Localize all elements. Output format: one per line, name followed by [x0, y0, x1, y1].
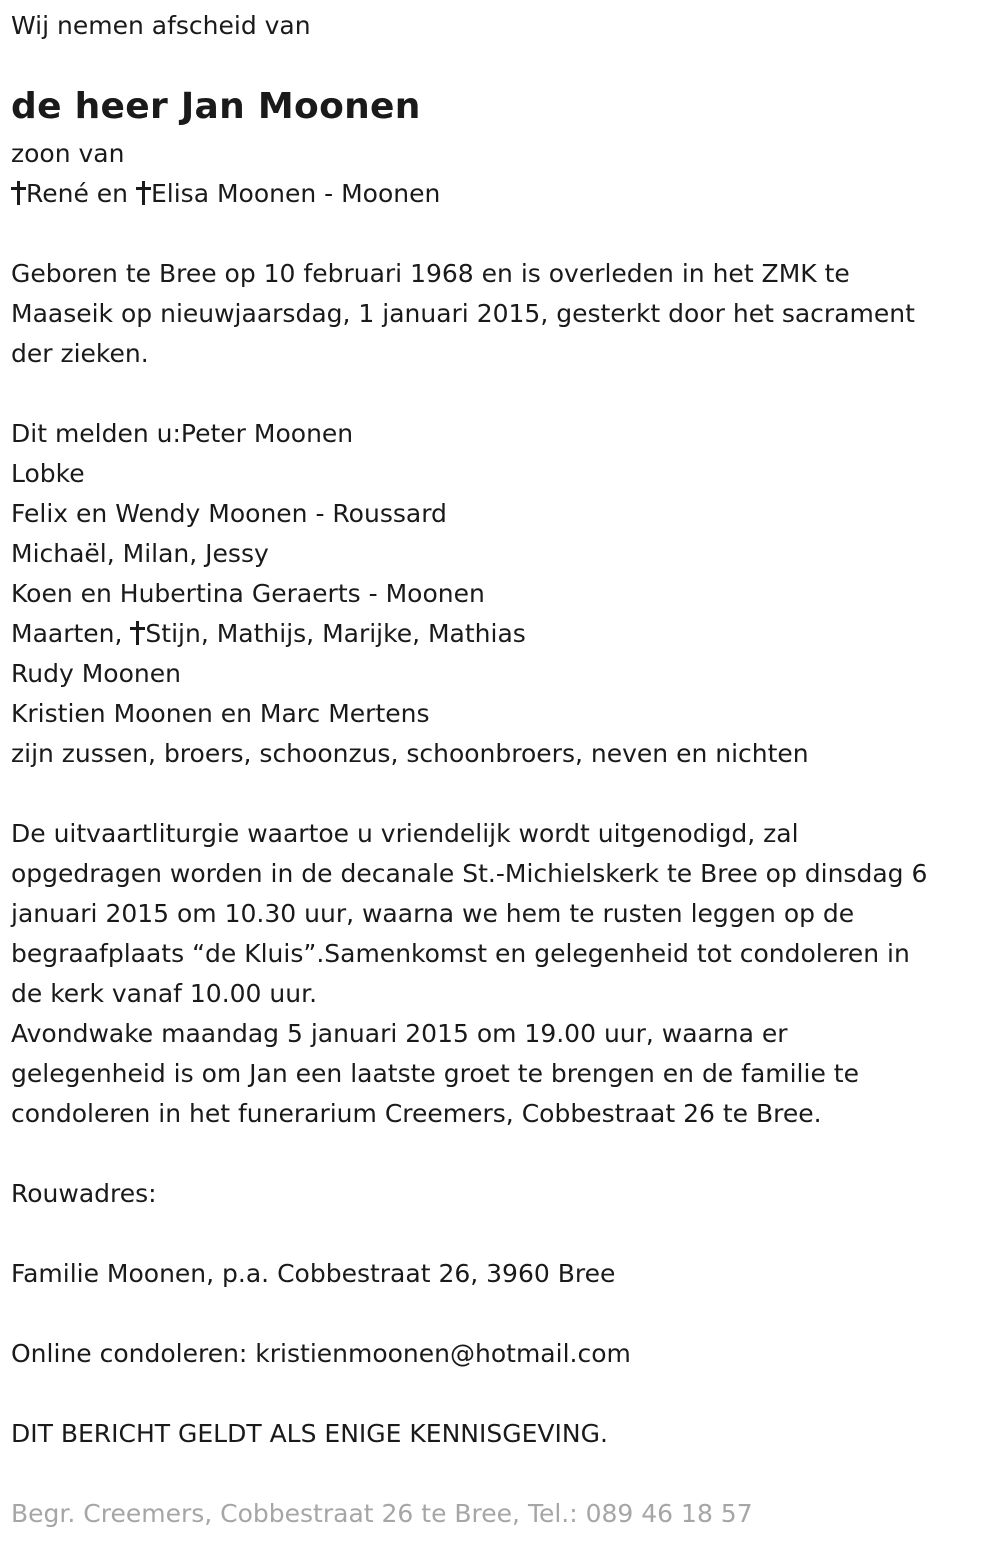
parent-1: René — [26, 179, 89, 208]
online-condolences: Online condoleren: kristienmoonen@hotmail.com — [11, 1339, 631, 1368]
paragraph-line: gelegenheid is om Jan een laatste groet te brengen en de familie te — [11, 1059, 859, 1088]
cross-icon — [130, 621, 144, 645]
parents-line — [11, 174, 440, 214]
ceremony-paragraph — [11, 814, 927, 1134]
family-line: Koen en Hubertina Geraerts - Moonen — [11, 579, 485, 608]
paragraph-line: de kerk vanaf 10.00 uur. — [11, 979, 318, 1008]
parent-2: Elisa Moonen - Moonen — [150, 179, 441, 208]
funeral-home-footer: Begr. Creemers, Cobbestraat 26 te Bree, Tel.: 089 46 18 57 — [11, 1499, 753, 1528]
rouwadres-label: Rouwadres: — [11, 1179, 157, 1208]
family-line: Lobke — [11, 459, 85, 488]
rouwadres-address: Familie Moonen, p.a. Cobbestraat 26, 3960 Bree — [11, 1259, 616, 1288]
paragraph-line: der zieken. — [11, 339, 149, 368]
paragraph-line: Maaseik op nieuwjaarsdag, 1 januari 2015, gesterkt door het sacrament — [11, 299, 915, 328]
paragraph-line: De uitvaartliturgie waartoe u vriendelijk wordt uitgenodigd, zal — [11, 819, 799, 848]
family-line: zijn zussen, broers, schoonzus, schoonbroers, neven en nichten — [11, 739, 809, 768]
family-line: Kristien Moonen en Marc Mertens — [11, 699, 430, 728]
family-line: Michaël, Milan, Jessy — [11, 539, 269, 568]
paragraph-line: condoleren in het funerarium Creemers, Cobbestraat 26 te Bree. — [11, 1099, 822, 1128]
paragraph-line: Avondwake maandag 5 januari 2015 om 19.00 uur, waarna er — [11, 1019, 788, 1048]
paragraph-line: Geboren te Bree op 10 februari 1968 en is overleden in het ZMK te — [11, 259, 850, 288]
grandchildren-rest: Stijn, Mathijs, Marijke, Mathias — [145, 619, 526, 648]
paragraph-line: begraafplaats “de Kluis”.Samenkomst en gelegenheid tot condoleren in — [11, 939, 910, 968]
paragraph-line: januari 2015 om 10.30 uur, waarna we hem te rusten leggen op de — [11, 899, 855, 928]
birth-death-paragraph — [11, 254, 915, 374]
family-line: Felix en Wendy Moonen - Roussard — [11, 499, 447, 528]
family-line: Rudy Moonen — [11, 659, 181, 688]
relation-text: zoon van — [11, 139, 125, 168]
parents-block — [11, 134, 440, 214]
deceased-name: de heer Jan Moonen — [11, 86, 421, 127]
family-announce: Dit melden u:Peter Moonen — [11, 419, 354, 448]
notice-statement: DIT BERICHT GELDT ALS ENIGE KENNISGEVING. — [11, 1419, 608, 1448]
paragraph-line: opgedragen worden in de decanale St.-Michielskerk te Bree op dinsdag 6 — [11, 859, 928, 888]
intro-text: Wij nemen afscheid van — [11, 11, 311, 40]
cross-icon — [136, 181, 150, 205]
parents-joiner: en — [88, 179, 136, 208]
cross-icon — [11, 181, 25, 205]
grandchildren-line — [11, 614, 809, 654]
family-list — [11, 414, 809, 774]
grandchildren-prefix: Maarten, — [11, 619, 131, 648]
